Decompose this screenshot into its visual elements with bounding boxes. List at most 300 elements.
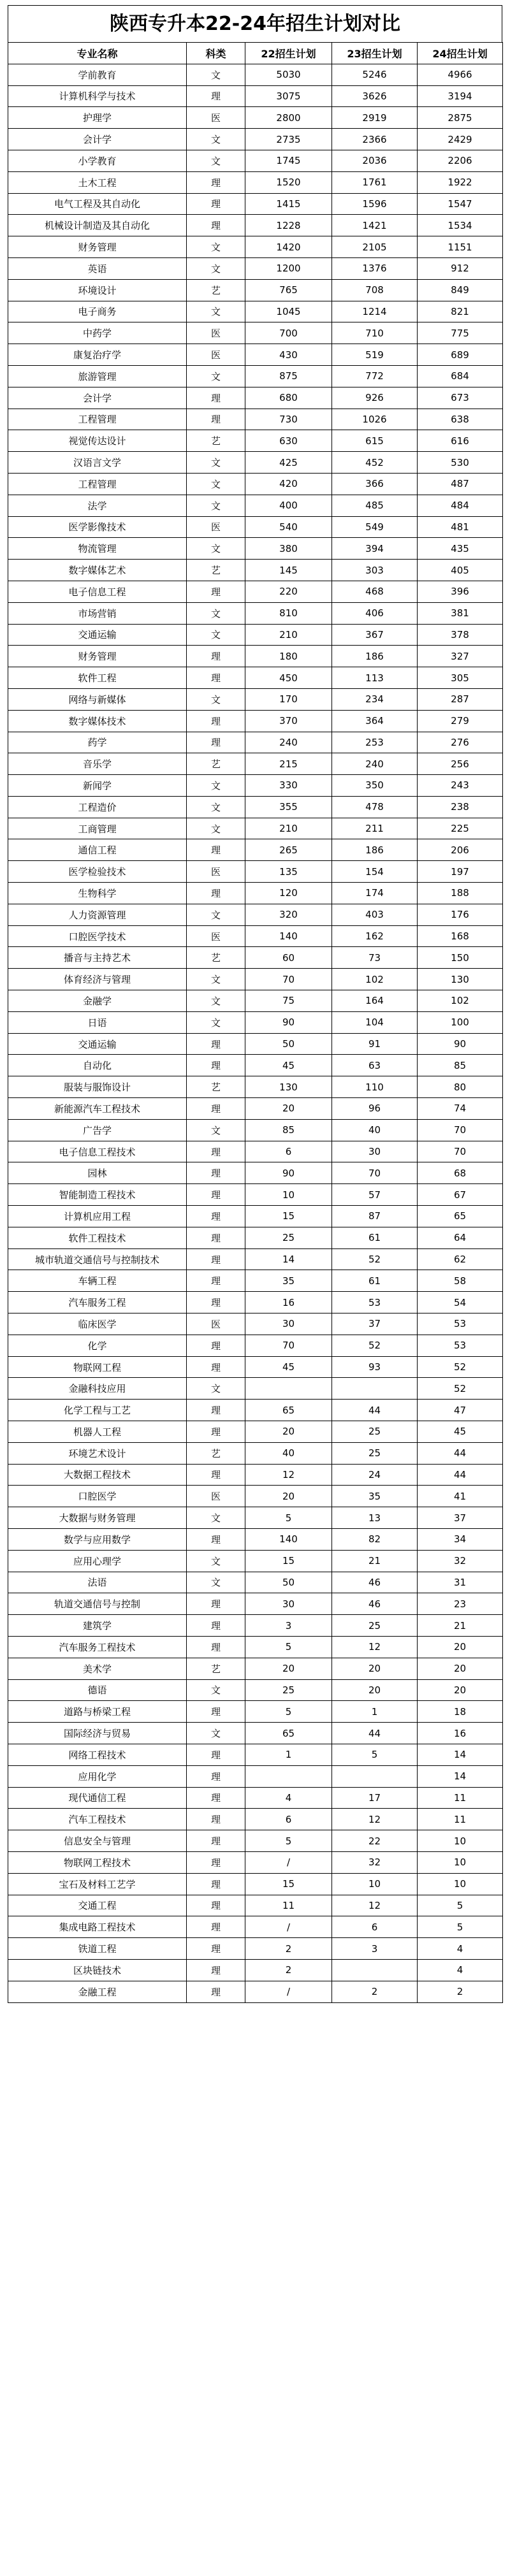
table-row — [8, 1486, 503, 1507]
cell-plan-2024: 34 — [418, 1528, 503, 1550]
cell-plan-2022: 12 — [245, 1464, 332, 1486]
cell-plan-2024: 378 — [418, 624, 503, 646]
cell-plan-2022: 90 — [245, 1162, 332, 1184]
cell-major: 汉语言文学 — [8, 452, 187, 474]
header-major: 专业名称 — [8, 43, 187, 64]
cell-plan-2023: 25 — [332, 1615, 418, 1637]
cell-category: 医 — [187, 107, 245, 129]
cell-plan-2023: 2036 — [332, 150, 418, 171]
cell-plan-2024: 64 — [418, 1227, 503, 1248]
cell-category: 文 — [187, 969, 245, 990]
cell-plan-2022: 145 — [245, 560, 332, 581]
cell-plan-2023: 22 — [332, 1830, 418, 1852]
cell-plan-2023: 104 — [332, 1011, 418, 1033]
cell-plan-2023: 5246 — [332, 64, 418, 85]
cell-major: 体育经济与管理 — [8, 969, 187, 990]
cell-plan-2023: 3 — [332, 1938, 418, 1960]
table-row — [8, 193, 503, 215]
cell-plan-2023: 44 — [332, 1723, 418, 1744]
cell-plan-2023: 154 — [332, 861, 418, 883]
cell-category: 理 — [187, 1248, 245, 1270]
cell-major: 环境设计 — [8, 279, 187, 301]
cell-plan-2022: 20 — [245, 1486, 332, 1507]
table-row — [8, 1851, 503, 1873]
cell-category: 理 — [187, 1636, 245, 1658]
cell-plan-2024: 689 — [418, 344, 503, 366]
cell-major: 园林 — [8, 1162, 187, 1184]
cell-category: 医 — [187, 516, 245, 538]
cell-plan-2024: 821 — [418, 301, 503, 322]
cell-plan-2023: 1214 — [332, 301, 418, 322]
cell-plan-2023: 615 — [332, 430, 418, 452]
cell-plan-2023: 110 — [332, 1076, 418, 1098]
cell-plan-2024: 52 — [418, 1378, 503, 1400]
cell-major: 中药学 — [8, 322, 187, 344]
cell-plan-2023: 350 — [332, 775, 418, 797]
cell-plan-2022: 130 — [245, 1076, 332, 1098]
cell-major: 护理学 — [8, 107, 187, 129]
cell-plan-2024: 53 — [418, 1335, 503, 1356]
cell-plan-2022: 630 — [245, 430, 332, 452]
cell-plan-2022: / — [245, 1851, 332, 1873]
cell-plan-2024: 14 — [418, 1744, 503, 1765]
table-row — [8, 1378, 503, 1400]
cell-plan-2023: 91 — [332, 1033, 418, 1055]
cell-plan-2024: 37 — [418, 1507, 503, 1529]
table-row — [8, 1679, 503, 1701]
cell-plan-2023: 708 — [332, 279, 418, 301]
cell-plan-2024: 849 — [418, 279, 503, 301]
cell-category: 理 — [187, 1916, 245, 1938]
cell-major: 集成电路工程技术 — [8, 1916, 187, 1938]
table-row — [8, 602, 503, 624]
sheet — [8, 5, 502, 2003]
cell-plan-2022: 20 — [245, 1658, 332, 1679]
table-row — [8, 1701, 503, 1723]
cell-plan-2022: 5 — [245, 1636, 332, 1658]
cell-plan-2022: 65 — [245, 1723, 332, 1744]
table-row — [8, 667, 503, 689]
cell-plan-2024: 85 — [418, 1055, 503, 1076]
cell-category: 理 — [187, 1055, 245, 1076]
cell-major: 会计学 — [8, 387, 187, 409]
cell-plan-2024: 168 — [418, 925, 503, 947]
cell-plan-2023: 20 — [332, 1679, 418, 1701]
cell-plan-2023: 17 — [332, 1787, 418, 1809]
cell-major: 德语 — [8, 1679, 187, 1701]
cell-plan-2023: 61 — [332, 1227, 418, 1248]
cell-category: 理 — [187, 1141, 245, 1162]
cell-category: 艺 — [187, 560, 245, 581]
cell-plan-2024: 1151 — [418, 236, 503, 258]
cell-plan-2023: 70 — [332, 1162, 418, 1184]
header-row — [8, 43, 503, 64]
cell-major: 宝石及材料工艺学 — [8, 1873, 187, 1895]
cell-major: 智能制造工程技术 — [8, 1184, 187, 1206]
cell-category: 文 — [187, 1572, 245, 1593]
cell-plan-2024: 305 — [418, 667, 503, 689]
cell-plan-2022: 5 — [245, 1701, 332, 1723]
table-row — [8, 646, 503, 667]
cell-category: 文 — [187, 1011, 245, 1033]
cell-plan-2024: 32 — [418, 1550, 503, 1572]
cell-category: 文 — [187, 818, 245, 839]
cell-plan-2023: 21 — [332, 1550, 418, 1572]
table-row — [8, 279, 503, 301]
cell-plan-2023: 24 — [332, 1464, 418, 1486]
cell-category: 文 — [187, 1550, 245, 1572]
cell-major: 口腔医学技术 — [8, 925, 187, 947]
table-body — [8, 64, 503, 2002]
cell-plan-2023: 211 — [332, 818, 418, 839]
table-row — [8, 839, 503, 861]
cell-major: 大数据工程技术 — [8, 1464, 187, 1486]
cell-plan-2024: 44 — [418, 1464, 503, 1486]
table-row — [8, 236, 503, 258]
table-row — [8, 1938, 503, 1960]
cell-plan-2022: 2 — [245, 1959, 332, 1981]
cell-major: 美术学 — [8, 1658, 187, 1679]
cell-plan-2023: 186 — [332, 646, 418, 667]
cell-plan-2024: 74 — [418, 1098, 503, 1120]
cell-plan-2022: 70 — [245, 969, 332, 990]
cell-plan-2022: 75 — [245, 990, 332, 1012]
table-row — [8, 1895, 503, 1916]
cell-major: 临床医学 — [8, 1313, 187, 1335]
cell-category: 文 — [187, 775, 245, 797]
cell-plan-2024: 2206 — [418, 150, 503, 171]
cell-plan-2023: 40 — [332, 1119, 418, 1141]
cell-major: 网络工程技术 — [8, 1744, 187, 1765]
cell-category: 理 — [187, 839, 245, 861]
cell-category: 理 — [187, 1098, 245, 1120]
cell-plan-2022: 540 — [245, 516, 332, 538]
cell-plan-2022: 765 — [245, 279, 332, 301]
cell-category: 理 — [187, 1356, 245, 1378]
cell-plan-2024: 100 — [418, 1011, 503, 1033]
cell-category: 理 — [187, 1593, 245, 1615]
cell-major: 药学 — [8, 732, 187, 753]
cell-category: 理 — [187, 1033, 245, 1055]
cell-plan-2024: 70 — [418, 1141, 503, 1162]
cell-plan-2023: 1 — [332, 1701, 418, 1723]
cell-plan-2022: 1520 — [245, 171, 332, 193]
cell-category: 理 — [187, 1421, 245, 1443]
cell-major: 医学影像技术 — [8, 516, 187, 538]
cell-category: 文 — [187, 602, 245, 624]
cell-plan-2023: 240 — [332, 753, 418, 775]
cell-category: 艺 — [187, 1658, 245, 1679]
cell-plan-2023: 25 — [332, 1442, 418, 1464]
cell-plan-2023 — [332, 1378, 418, 1400]
cell-plan-2023: 2366 — [332, 129, 418, 150]
cell-plan-2024: 481 — [418, 516, 503, 538]
cell-plan-2024: 11 — [418, 1809, 503, 1830]
cell-major: 金融学 — [8, 990, 187, 1012]
cell-plan-2022: 15 — [245, 1550, 332, 1572]
cell-plan-2023: 519 — [332, 344, 418, 366]
table-row — [8, 1356, 503, 1378]
cell-plan-2023: 35 — [332, 1486, 418, 1507]
header-category: 科类 — [187, 43, 245, 64]
cell-plan-2022: 6 — [245, 1141, 332, 1162]
cell-plan-2024: 23 — [418, 1593, 503, 1615]
cell-plan-2024: 21 — [418, 1615, 503, 1637]
cell-plan-2023: 234 — [332, 688, 418, 710]
table-row — [8, 215, 503, 236]
table-row — [8, 1507, 503, 1529]
cell-plan-2023: 102 — [332, 969, 418, 990]
cell-plan-2022: 180 — [245, 646, 332, 667]
cell-major: 生物科学 — [8, 883, 187, 904]
cell-plan-2023: 366 — [332, 473, 418, 495]
cell-plan-2024: 243 — [418, 775, 503, 797]
table-row — [8, 301, 503, 322]
cell-plan-2024: 1547 — [418, 193, 503, 215]
cell-plan-2024: 256 — [418, 753, 503, 775]
header-plan-2022: 22招生计划 — [245, 43, 332, 64]
table-row — [8, 1248, 503, 1270]
cell-category: 理 — [187, 1830, 245, 1852]
cell-category: 文 — [187, 688, 245, 710]
table-row — [8, 1400, 503, 1421]
cell-plan-2023: 2919 — [332, 107, 418, 129]
cell-category: 文 — [187, 624, 245, 646]
cell-plan-2023: 1376 — [332, 257, 418, 279]
cell-major: 城市轨道交通信号与控制技术 — [8, 1248, 187, 1270]
cell-plan-2022: 30 — [245, 1593, 332, 1615]
cell-plan-2022: 45 — [245, 1055, 332, 1076]
table-row — [8, 1550, 503, 1572]
cell-plan-2024: 90 — [418, 1033, 503, 1055]
cell-plan-2023: 162 — [332, 925, 418, 947]
cell-major: 数字媒体技术 — [8, 710, 187, 732]
cell-plan-2024: 67 — [418, 1184, 503, 1206]
cell-plan-2022: 16 — [245, 1292, 332, 1313]
table-row — [8, 495, 503, 516]
cell-major: 工程管理 — [8, 473, 187, 495]
table-row — [8, 1270, 503, 1292]
cell-category: 艺 — [187, 1076, 245, 1098]
cell-major: 金融科技应用 — [8, 1378, 187, 1400]
cell-category: 文 — [187, 64, 245, 85]
cell-major: 电气工程及其自动化 — [8, 193, 187, 215]
cell-category: 理 — [187, 883, 245, 904]
cell-plan-2024: 62 — [418, 1248, 503, 1270]
cell-plan-2022 — [245, 1765, 332, 1787]
cell-plan-2022: 1228 — [245, 215, 332, 236]
cell-plan-2024: 396 — [418, 581, 503, 602]
cell-major: 物联网工程 — [8, 1356, 187, 1378]
cell-plan-2023: 1026 — [332, 409, 418, 430]
table-row — [8, 1464, 503, 1486]
cell-major: 应用心理学 — [8, 1550, 187, 1572]
cell-major: 新能源汽车工程技术 — [8, 1098, 187, 1120]
table-row — [8, 1421, 503, 1443]
cell-major: 法语 — [8, 1572, 187, 1593]
cell-plan-2023: 406 — [332, 602, 418, 624]
cell-plan-2023: 5 — [332, 1744, 418, 1765]
cell-plan-2022 — [245, 1378, 332, 1400]
cell-major: 建筑学 — [8, 1615, 187, 1637]
cell-category: 理 — [187, 1873, 245, 1895]
cell-major: 康复治疗学 — [8, 344, 187, 366]
cell-plan-2023: 2 — [332, 1981, 418, 2002]
cell-category: 艺 — [187, 1442, 245, 1464]
cell-major: 化学工程与工艺 — [8, 1400, 187, 1421]
cell-plan-2022: 1420 — [245, 236, 332, 258]
table-row — [8, 1292, 503, 1313]
table-row — [8, 883, 503, 904]
cell-category: 理 — [187, 1335, 245, 1356]
cell-plan-2023: 478 — [332, 796, 418, 818]
table-row — [8, 560, 503, 581]
cell-major: 通信工程 — [8, 839, 187, 861]
plan-table — [8, 42, 503, 2003]
cell-plan-2024: 45 — [418, 1421, 503, 1443]
cell-plan-2023: 174 — [332, 883, 418, 904]
cell-plan-2024: 197 — [418, 861, 503, 883]
cell-category: 文 — [187, 236, 245, 258]
cell-plan-2023: 10 — [332, 1873, 418, 1895]
cell-major: 车辆工程 — [8, 1270, 187, 1292]
cell-plan-2023: 710 — [332, 322, 418, 344]
cell-plan-2023: 93 — [332, 1356, 418, 1378]
cell-plan-2022: 60 — [245, 947, 332, 969]
cell-plan-2024: 10 — [418, 1851, 503, 1873]
table-row — [8, 171, 503, 193]
cell-plan-2024: 52 — [418, 1356, 503, 1378]
table-row — [8, 688, 503, 710]
cell-category: 医 — [187, 861, 245, 883]
cell-plan-2024: 11 — [418, 1787, 503, 1809]
table-row — [8, 624, 503, 646]
cell-plan-2024: 14 — [418, 1765, 503, 1787]
table-row — [8, 1162, 503, 1184]
table-row — [8, 990, 503, 1012]
cell-category: 理 — [187, 1938, 245, 1960]
cell-plan-2024: 279 — [418, 710, 503, 732]
cell-plan-2024: 10 — [418, 1830, 503, 1852]
cell-category: 理 — [187, 1981, 245, 2002]
table-row — [8, 1830, 503, 1852]
cell-plan-2022: 30 — [245, 1313, 332, 1335]
cell-major: 现代通信工程 — [8, 1787, 187, 1809]
cell-plan-2022: 2 — [245, 1938, 332, 1960]
cell-category: 理 — [187, 1528, 245, 1550]
table-row — [8, 1981, 503, 2002]
cell-category: 文 — [187, 796, 245, 818]
cell-plan-2024: 1922 — [418, 171, 503, 193]
cell-plan-2024: 80 — [418, 1076, 503, 1098]
cell-plan-2024: 70 — [418, 1119, 503, 1141]
cell-category: 理 — [187, 387, 245, 409]
cell-plan-2023: 30 — [332, 1141, 418, 1162]
cell-plan-2023: 926 — [332, 387, 418, 409]
cell-plan-2024: 16 — [418, 1723, 503, 1744]
cell-plan-2023: 549 — [332, 516, 418, 538]
cell-category: 理 — [187, 1744, 245, 1765]
table-row — [8, 1141, 503, 1162]
cell-category: 医 — [187, 322, 245, 344]
cell-category: 理 — [187, 646, 245, 667]
cell-plan-2022: 5030 — [245, 64, 332, 85]
cell-plan-2024: 530 — [418, 452, 503, 474]
cell-plan-2023: 1761 — [332, 171, 418, 193]
cell-plan-2023: 63 — [332, 1055, 418, 1076]
cell-plan-2022: 425 — [245, 452, 332, 474]
table-row — [8, 129, 503, 150]
cell-plan-2024: 10 — [418, 1873, 503, 1895]
table-row — [8, 796, 503, 818]
cell-category: 理 — [187, 1787, 245, 1809]
cell-plan-2023: 82 — [332, 1528, 418, 1550]
cell-major: 国际经济与贸易 — [8, 1723, 187, 1744]
cell-category: 理 — [187, 193, 245, 215]
cell-plan-2023: 3626 — [332, 85, 418, 107]
cell-major: 工程管理 — [8, 409, 187, 430]
cell-major: 化学 — [8, 1335, 187, 1356]
cell-plan-2022: 1045 — [245, 301, 332, 322]
cell-major: 信息安全与管理 — [8, 1830, 187, 1852]
cell-category: 理 — [187, 1227, 245, 1248]
cell-plan-2022: / — [245, 1916, 332, 1938]
cell-plan-2024: 20 — [418, 1636, 503, 1658]
cell-major: 计算机应用工程 — [8, 1206, 187, 1227]
cell-plan-2024: 327 — [418, 646, 503, 667]
table-row — [8, 430, 503, 452]
cell-plan-2024: 912 — [418, 257, 503, 279]
cell-category: 理 — [187, 1851, 245, 1873]
cell-plan-2024: 2 — [418, 1981, 503, 2002]
cell-plan-2023: 20 — [332, 1658, 418, 1679]
cell-plan-2022: 265 — [245, 839, 332, 861]
cell-plan-2022: 2735 — [245, 129, 332, 150]
table-row — [8, 1787, 503, 1809]
cell-plan-2024: 775 — [418, 322, 503, 344]
cell-plan-2022: 4 — [245, 1787, 332, 1809]
cell-plan-2022: 120 — [245, 883, 332, 904]
cell-plan-2023: 364 — [332, 710, 418, 732]
cell-category: 医 — [187, 925, 245, 947]
cell-plan-2022: 210 — [245, 818, 332, 839]
table-row — [8, 1313, 503, 1335]
cell-plan-2024: 238 — [418, 796, 503, 818]
table-row — [8, 1033, 503, 1055]
table-row — [8, 1206, 503, 1227]
cell-plan-2024: 206 — [418, 839, 503, 861]
cell-major: 市场营销 — [8, 602, 187, 624]
cell-plan-2023: 403 — [332, 904, 418, 925]
cell-plan-2022: 700 — [245, 322, 332, 344]
cell-major: 自动化 — [8, 1055, 187, 1076]
table-row — [8, 818, 503, 839]
cell-plan-2023: 61 — [332, 1270, 418, 1292]
cell-major: 播音与主持艺术 — [8, 947, 187, 969]
cell-major: 软件工程 — [8, 667, 187, 689]
cell-category: 艺 — [187, 947, 245, 969]
cell-plan-2022: 400 — [245, 495, 332, 516]
cell-plan-2022: 11 — [245, 1895, 332, 1916]
cell-category: 医 — [187, 1313, 245, 1335]
cell-plan-2022: 10 — [245, 1184, 332, 1206]
cell-plan-2024: 3194 — [418, 85, 503, 107]
cell-category: 理 — [187, 710, 245, 732]
cell-plan-2023: 57 — [332, 1184, 418, 1206]
cell-plan-2024: 405 — [418, 560, 503, 581]
table-row — [8, 1119, 503, 1141]
cell-plan-2024: 484 — [418, 495, 503, 516]
